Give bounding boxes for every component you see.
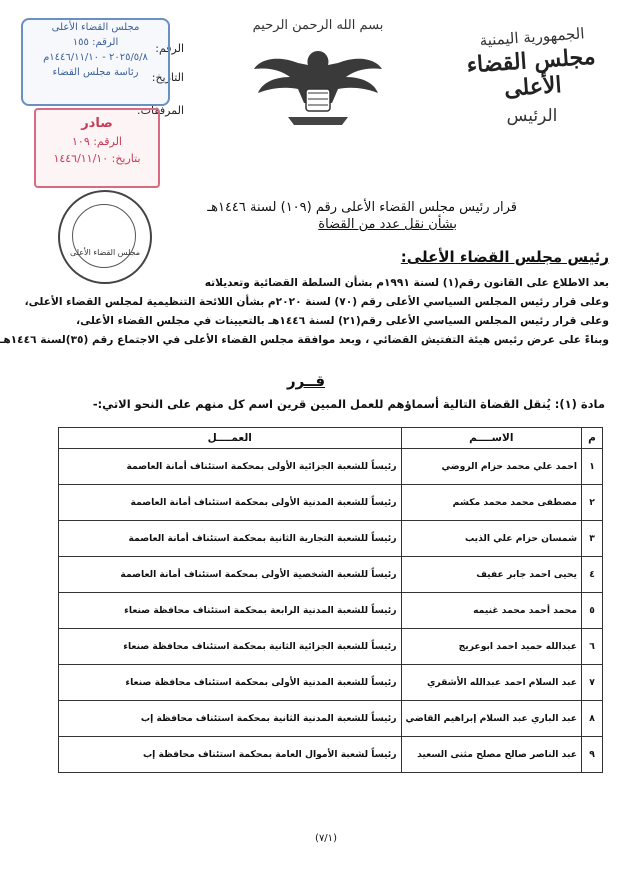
seal-text: مجلس القضاء الأعلى xyxy=(69,248,141,257)
row-no: ٢ xyxy=(582,485,603,521)
decision-heading: قــرر xyxy=(286,372,326,390)
row-job: رئيساً للشعبة الشخصية الأولى بمحكمة استئناف أمانة العاصمة xyxy=(59,557,402,593)
header-no: م xyxy=(582,428,603,449)
attachments-label: المرفقات: xyxy=(136,104,184,117)
stamp-line: رئاسة مجلس القضاء xyxy=(52,67,139,78)
row-no: ٤ xyxy=(582,557,603,593)
row-job: رئيساً للشعبة المدنية الأولى بمحكمة استئناف أمانة العاصمة xyxy=(59,485,402,521)
judges-table xyxy=(58,427,603,773)
stamp-line: ٢٠٢٥/٥/٨ - ١٤٤٦/١١/١٠م xyxy=(43,52,148,63)
council-name: مجلس القضاء الأعلى xyxy=(465,43,597,102)
table-row xyxy=(59,665,603,701)
official-seal xyxy=(58,190,152,284)
issuer-heading: رئيس مجلس القضاء الأعلى: xyxy=(400,248,609,266)
row-no: ١ xyxy=(582,449,603,485)
preamble-line: بعد الاطلاع على القانون رقم(١) لسنة ١٩٩١م بشأن السلطة القضائية وتعديلاته xyxy=(204,277,609,289)
preamble-line: وعلى قرار رئيس المجلس السياسي الأعلى رقم (٧٠) لسنة ٢٠٢٠م بشأن اللائحة التنظيمية لمجلس القضاء الأعلى، xyxy=(24,296,609,308)
row-no: ٣ xyxy=(582,521,603,557)
header-name: الاســــم xyxy=(401,428,581,449)
table-row xyxy=(59,701,603,737)
stamp-line: صادر xyxy=(81,116,113,131)
preamble-line: وبناءً على عرض رئيس هيئة التفتيش القضائي ، وبعد موافقة مجلس القضاء الأعلى في الاجتماع رقم (٣٥)لسنة ١٤٤٦هـ xyxy=(0,334,609,346)
table-row xyxy=(59,449,603,485)
row-job: رئيساً للشعبة المدنية الرابعة بمحكمة استئناف محافظة صنعاء xyxy=(59,593,402,629)
stamp-line: بتاريخ: ١٤٤٦/١١/١٠ xyxy=(53,152,141,165)
row-no: ٥ xyxy=(582,593,603,629)
date-label: التاريخ: xyxy=(151,71,184,84)
outgoing-stamp xyxy=(34,108,160,190)
table-header-row xyxy=(59,428,603,449)
table-row xyxy=(59,593,603,629)
header-job: العمــــل xyxy=(59,428,402,449)
row-name: محمد أحمد محمد غنيمه xyxy=(401,593,581,629)
stamp-line: الرقم: ١٠٩ xyxy=(72,135,122,148)
letterhead-center xyxy=(248,18,388,137)
decree-subject: بشأن نقل عدد من القضاة xyxy=(318,217,457,232)
seal-emblem-icon xyxy=(72,204,136,268)
eagle-emblem-icon xyxy=(248,33,388,133)
row-no: ٨ xyxy=(582,701,603,737)
article-1: مادة (١): يُنقل القضاة التالية أسماؤهم للعمل المبين قرين اسم كل منهم على النحو الاتي:- xyxy=(92,397,605,411)
incoming-stamp xyxy=(21,18,170,106)
row-name: احمد علي محمد حزام الروضي xyxy=(401,449,581,485)
row-name: يحيى احمد جابر عفيف xyxy=(401,557,581,593)
republic-name: الجمهورية اليمنية xyxy=(478,24,585,50)
row-no: ٩ xyxy=(582,737,603,773)
row-job: رئيساً للشعبة التجارية الثانية بمحكمة استئناف أمانة العاصمة xyxy=(59,521,402,557)
stamp-line: مجلس القضاء الأعلى xyxy=(51,22,140,33)
table-row xyxy=(59,521,603,557)
basmala: بسم الله الرحمن الرحيم xyxy=(252,18,384,33)
row-name: عبدالله حميد احمد ابوعريج xyxy=(401,629,581,665)
row-name: عبد الناصر صالح مصلح مثنى السعيد xyxy=(401,737,581,773)
letterhead-right xyxy=(457,24,607,126)
row-job: رئيساً للشعبة الجزائية الأولى بمحكمة استئناف أمانة العاصمة xyxy=(59,449,402,485)
row-job: رئيساً لشعبة الأموال العامة بمحكمة استئناف محافظة إب xyxy=(59,737,402,773)
row-name: شمسان حزام علي الذيب xyxy=(401,521,581,557)
row-name: عبد الباري عبد السلام إبراهيم القاضي xyxy=(401,701,581,737)
table-row xyxy=(59,737,603,773)
page-number: (٧/١) xyxy=(315,833,337,844)
table-row xyxy=(59,485,603,521)
row-job: رئيساً للشعبة المدنية الثانية بمحكمة استئناف محافظة إب xyxy=(59,701,402,737)
row-job: رئيساً للشعبة الجزائية الثانية بمحكمة استئناف محافظة صنعاء xyxy=(59,629,402,665)
decree-title: قرار رئيس مجلس القضاء الأعلى رقم (١٠٩) لسنة ١٤٤٦هـ xyxy=(207,200,517,215)
table-row xyxy=(59,557,603,593)
preamble xyxy=(0,274,609,350)
preamble-line: وعلى قرار رئيس المجلس السياسي الأعلى رقم(٢١) لسنة ١٤٤٦هـ بالتعيينات في مجلس القضاء الأعلى، xyxy=(76,315,609,327)
row-name: مصطفى محمد محمد مكشم xyxy=(401,485,581,521)
row-no: ٦ xyxy=(582,629,603,665)
row-job: رئيساً للشعبة المدنية الأولى بمحكمة استئناف محافظة صنعاء xyxy=(59,665,402,701)
row-no: ٧ xyxy=(582,665,603,701)
row-name: عبد السلام احمد عبدالله الأشقري xyxy=(401,665,581,701)
stamp-line: الرقم: ١٥٥ xyxy=(72,37,119,48)
ref-number-label: الرقم: xyxy=(155,42,184,55)
table-row xyxy=(59,629,603,665)
president-title: الرئيس xyxy=(506,106,558,126)
